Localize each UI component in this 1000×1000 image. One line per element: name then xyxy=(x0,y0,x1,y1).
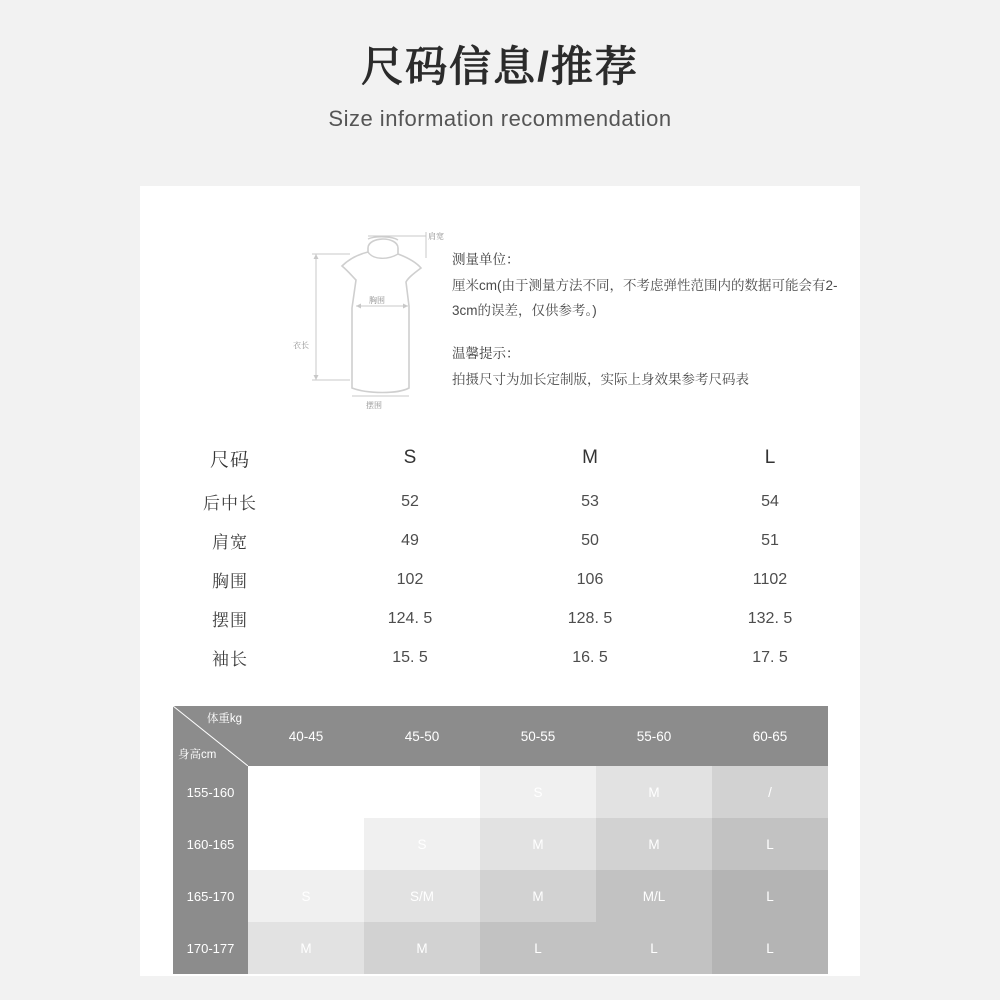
matrix-cell: S xyxy=(248,870,364,922)
matrix-cell: M xyxy=(364,922,480,974)
matrix-cell: L xyxy=(712,870,828,922)
recommendation-matrix xyxy=(173,706,828,974)
matrix-col-header: 60-65 xyxy=(712,706,828,766)
cell-value: 16. 5 xyxy=(572,648,608,666)
unit-note-body: 厘米cm(由于测量方法不同，不考虑弹性范围内的数据可能会有2-3cm的误差，仅供参考。) xyxy=(452,278,838,318)
table-row xyxy=(140,521,860,560)
matrix-row xyxy=(173,922,828,974)
page-title: 尺码信息/推荐 xyxy=(361,43,639,90)
cell-value: 106 xyxy=(576,570,604,588)
matrix-cell: S xyxy=(248,818,364,870)
unit-note-heading: 测量单位： xyxy=(452,252,520,267)
cell-value: 54 xyxy=(761,492,779,510)
header-cell-size: 尺码 xyxy=(209,449,250,471)
matrix-row xyxy=(173,818,828,870)
matrix-col-header: 45-50 xyxy=(364,706,480,766)
garment-svg xyxy=(280,228,470,418)
matrix-row-header: 165-170 xyxy=(173,870,248,922)
cell-value: 17. 5 xyxy=(752,648,788,666)
table-row xyxy=(140,599,860,638)
matrix-row-header: 170-177 xyxy=(173,922,248,974)
measurement-info-area xyxy=(140,228,860,428)
matrix-cell: S xyxy=(364,766,480,818)
matrix-col-header: 50-55 xyxy=(480,706,596,766)
cell-value: 132. 5 xyxy=(747,609,793,627)
matrix-header-row xyxy=(173,706,828,766)
matrix-cell: S/M xyxy=(364,870,480,922)
table-row xyxy=(140,482,860,521)
content-panel xyxy=(140,186,860,976)
matrix-cell: S xyxy=(364,818,480,870)
diagram-label-bust: 胸围 xyxy=(369,296,385,305)
matrix-cell: S xyxy=(480,766,596,818)
notes-block xyxy=(452,248,852,393)
diagram-label-hem: 摆围 xyxy=(366,401,382,410)
matrix-cell: L xyxy=(596,922,712,974)
row-label: 胸围 xyxy=(212,572,248,591)
cell-value: 53 xyxy=(581,492,599,510)
row-label: 后中长 xyxy=(203,494,257,513)
matrix-cell: M xyxy=(596,818,712,870)
cell-value: 50 xyxy=(581,531,599,549)
matrix-cell: L xyxy=(480,922,596,974)
tip-block xyxy=(452,342,852,393)
matrix-cell: L xyxy=(712,818,828,870)
row-label: 袖长 xyxy=(212,650,248,669)
corner-weight-label: 体重kg xyxy=(206,713,242,725)
cell-value: 102 xyxy=(396,570,424,588)
header-cell-l: L xyxy=(764,447,776,468)
cell-value: 1102 xyxy=(752,570,788,588)
diagram-label-length: 衣长 xyxy=(293,341,309,350)
tip-note-body: 拍摄尺寸为加长定制版，实际上身效果参考尺码表 xyxy=(452,371,749,387)
tip-note-heading: 温馨提示： xyxy=(452,345,520,361)
table-row xyxy=(140,638,860,677)
header-cell-s: S xyxy=(403,447,417,468)
garment-diagram xyxy=(280,228,470,418)
cell-value: 51 xyxy=(761,531,779,549)
corner-height-label: 身高cm xyxy=(178,749,217,761)
cell-value: 52 xyxy=(401,492,419,510)
matrix-col-header: 55-60 xyxy=(596,706,712,766)
cell-value: 49 xyxy=(401,531,419,549)
matrix-row xyxy=(173,766,828,818)
header-cell-m: M xyxy=(582,447,598,468)
page-subtitle: Size information recommendation xyxy=(328,106,672,132)
matrix-cell: S xyxy=(248,766,364,818)
matrix-row xyxy=(173,870,828,922)
size-measurement-table xyxy=(140,434,860,677)
matrix-cell: M xyxy=(480,870,596,922)
matrix-row-header: 155-160 xyxy=(173,766,248,818)
row-label: 摆围 xyxy=(212,611,248,630)
matrix-row-header: 160-165 xyxy=(173,818,248,870)
diagram-label-shoulder: 肩宽 xyxy=(428,232,444,241)
row-label: 肩宽 xyxy=(212,533,248,552)
cell-value: 128. 5 xyxy=(567,609,613,627)
matrix-cell: M xyxy=(480,818,596,870)
matrix-cell: L xyxy=(712,922,828,974)
matrix-cell: / xyxy=(712,766,828,818)
matrix-cell: M/L xyxy=(596,870,712,922)
table-header-row xyxy=(140,434,860,482)
matrix-corner-cell xyxy=(173,706,248,766)
table-row xyxy=(140,560,860,599)
cell-value: 124. 5 xyxy=(387,609,433,627)
page-header xyxy=(0,42,1000,132)
matrix-cell: M xyxy=(248,922,364,974)
matrix-cell: M xyxy=(596,766,712,818)
matrix-col-header: 40-45 xyxy=(248,706,364,766)
cell-value: 15. 5 xyxy=(392,648,428,666)
